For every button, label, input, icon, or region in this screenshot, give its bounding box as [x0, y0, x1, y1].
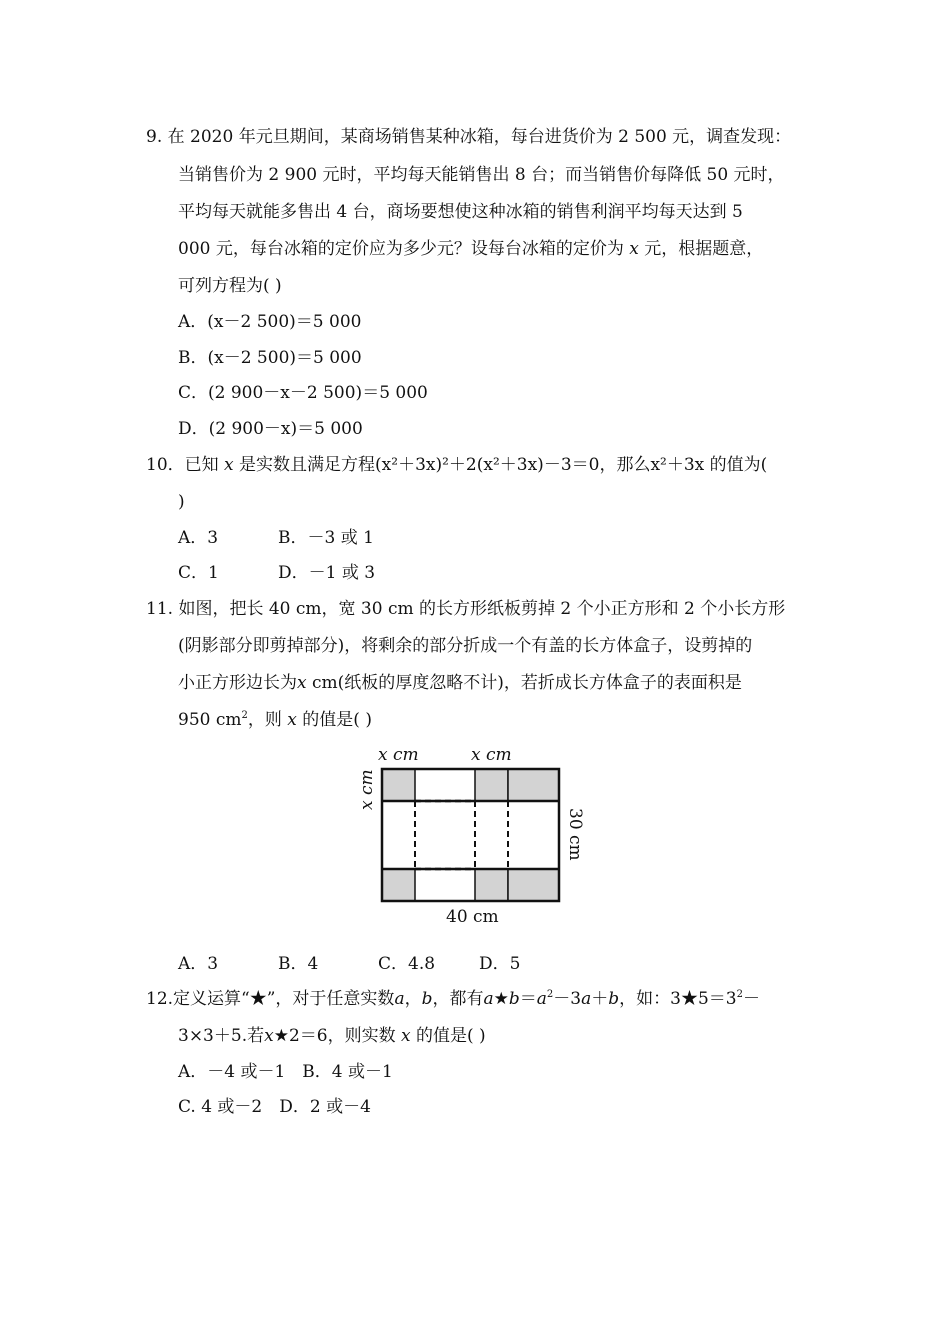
label-right: 30 cm [565, 808, 585, 861]
q10-option-a[interactable]: A．3 [178, 528, 219, 548]
q12-options-ab[interactable]: A．－4 或－1 B．4 或－1 [178, 1062, 393, 1082]
q10-number: 10． [146, 455, 185, 475]
q11-text-4c: 的值是( ) [302, 710, 372, 730]
q10-expression: x²＋3x [650, 455, 705, 475]
label-top-left: x cm [378, 745, 419, 765]
q9-line-3: 平均每天就能多售出 4 台，商场要想使这种冰箱的销售利润平均每天达到 5 [178, 202, 743, 222]
q9-text-4b: 元，根据题意， [644, 239, 764, 259]
q11-variable-2: x [287, 710, 297, 730]
q9-number: 9. [146, 127, 163, 147]
q12-text-2b: ★2＝6，则实数 [273, 1026, 396, 1046]
q9-line-1 [146, 126, 791, 148]
q10-variable: x [224, 455, 234, 475]
q9-variable: x [629, 239, 639, 259]
q9-option-d[interactable]: D．(2 900－x)＝5 000 [178, 419, 363, 439]
q12-text-1d: － [742, 989, 760, 1009]
q10-text-a: 已知 [184, 455, 219, 475]
q12-text-1b: ，都有 [432, 989, 484, 1009]
shaded-square-top-mid [475, 769, 508, 801]
q11-line-2: (阴影部分即剪掉部分)，将剩余的部分折成一个有盖的长方体盒子，设剪掉的 [178, 636, 753, 656]
label-bottom: 40 cm [446, 907, 499, 927]
shaded-rect-bottom-right [508, 869, 559, 901]
q12-var-a: a [394, 989, 405, 1009]
q12-var-b: b [421, 989, 433, 1009]
q12-line-1: 12.定义运算“★”，对于任意实数a，b，都有$a★b=a^2-3a+b$，如：$3★5=3^2-$ [146, 989, 760, 1009]
q10-line-1 [146, 454, 767, 476]
q10-option-c[interactable]: C．1 [178, 563, 219, 583]
q11-text-3a: 小正方形边长为 [178, 673, 297, 693]
q11-line-1 [146, 598, 785, 620]
q9-text-1: 在 2020 年元旦期间，某商场销售某种冰箱，每台进货价为 2 500 元，调查发现： [167, 127, 792, 147]
q10-option-b[interactable]: B．－3 或 1 [278, 528, 374, 548]
q9-text-4a: 000 元，每台冰箱的定价应为多少元？设每台冰箱的定价为 [178, 239, 624, 259]
q12-line-2 [178, 1025, 486, 1047]
q12-number: 12. [146, 989, 174, 1009]
cardboard-diagram [350, 740, 600, 932]
q11-text-4b: ，则 [247, 710, 282, 730]
q11-option-c[interactable]: C．4.8 [378, 954, 436, 974]
shaded-square-bottom-mid [475, 869, 508, 901]
q11-options [178, 953, 520, 975]
q11-option-a[interactable]: A．3 [178, 954, 219, 974]
q10-option-d[interactable]: D．－1 或 3 [278, 563, 376, 583]
q11-text-4a: 950 cm [178, 710, 242, 730]
q11-number: 11. [146, 599, 174, 619]
label-left: x cm [357, 769, 377, 810]
q9-option-c[interactable]: C．(2 900－x－2 500)＝5 000 [178, 383, 428, 403]
label-top-right: x cm [471, 745, 512, 765]
q12-text-1c: ，如：3★5＝3 [619, 989, 737, 1009]
q12-text-2c: 的值是( ) [415, 1026, 486, 1046]
q10-options-ab [178, 527, 374, 549]
q10-text-c: ，那么 [599, 455, 651, 475]
q11-option-b[interactable]: B．4 [278, 954, 319, 974]
q11-line-4 [178, 709, 372, 731]
q12-text-2a: 3×3＋5.若 [178, 1026, 265, 1046]
shaded-square-top-left [382, 769, 415, 801]
q10-line-2: ) [178, 492, 185, 512]
q11-text-3b: cm(纸板的厚度忽略不计)，若折成长方体盒子的表面积是 [312, 673, 742, 693]
q12-variable-2: x [400, 1026, 411, 1046]
shaded-rect-top-right [508, 769, 559, 801]
q9-option-b[interactable]: B．(x－2 500)＝5 000 [178, 348, 362, 368]
q9-line-5: 可列方程为( ) [178, 276, 282, 296]
q12-options-cd[interactable]: C. 4 或－2 D．2 或－4 [178, 1097, 371, 1117]
q9-line-2: 当销售价为 2 900 元时，平均每天能销售出 8 台；而当销售价每降低 50 元时， [178, 165, 785, 185]
shaded-square-bottom-left [382, 869, 415, 901]
q12-text-1a: 定义运算“★”，对于任意实数 [173, 989, 395, 1009]
q9-line-4 [178, 238, 763, 260]
q10-equation: (x²＋3x)²＋2(x²＋3x)－3＝0 [375, 455, 600, 475]
q12-variable: x [264, 1026, 274, 1046]
q10-text-d: 的值为( [709, 455, 768, 475]
q11-text-1: 如图，把长 40 cm，宽 30 cm 的长方形纸板剪掉 2 个小正方形和 2 个小长方形 [178, 599, 786, 619]
q11-option-d[interactable]: D．5 [479, 954, 521, 974]
q11-variable: x [297, 673, 307, 693]
q10-text-b: 是实数且满足方程 [239, 455, 376, 475]
q11-superscript: 2 [241, 710, 248, 721]
q11-figure [350, 740, 600, 932]
q11-line-3 [178, 672, 742, 694]
q9-option-a[interactable]: A．(x－2 500)＝5 000 [178, 312, 362, 332]
q10-options-cd [178, 562, 375, 584]
